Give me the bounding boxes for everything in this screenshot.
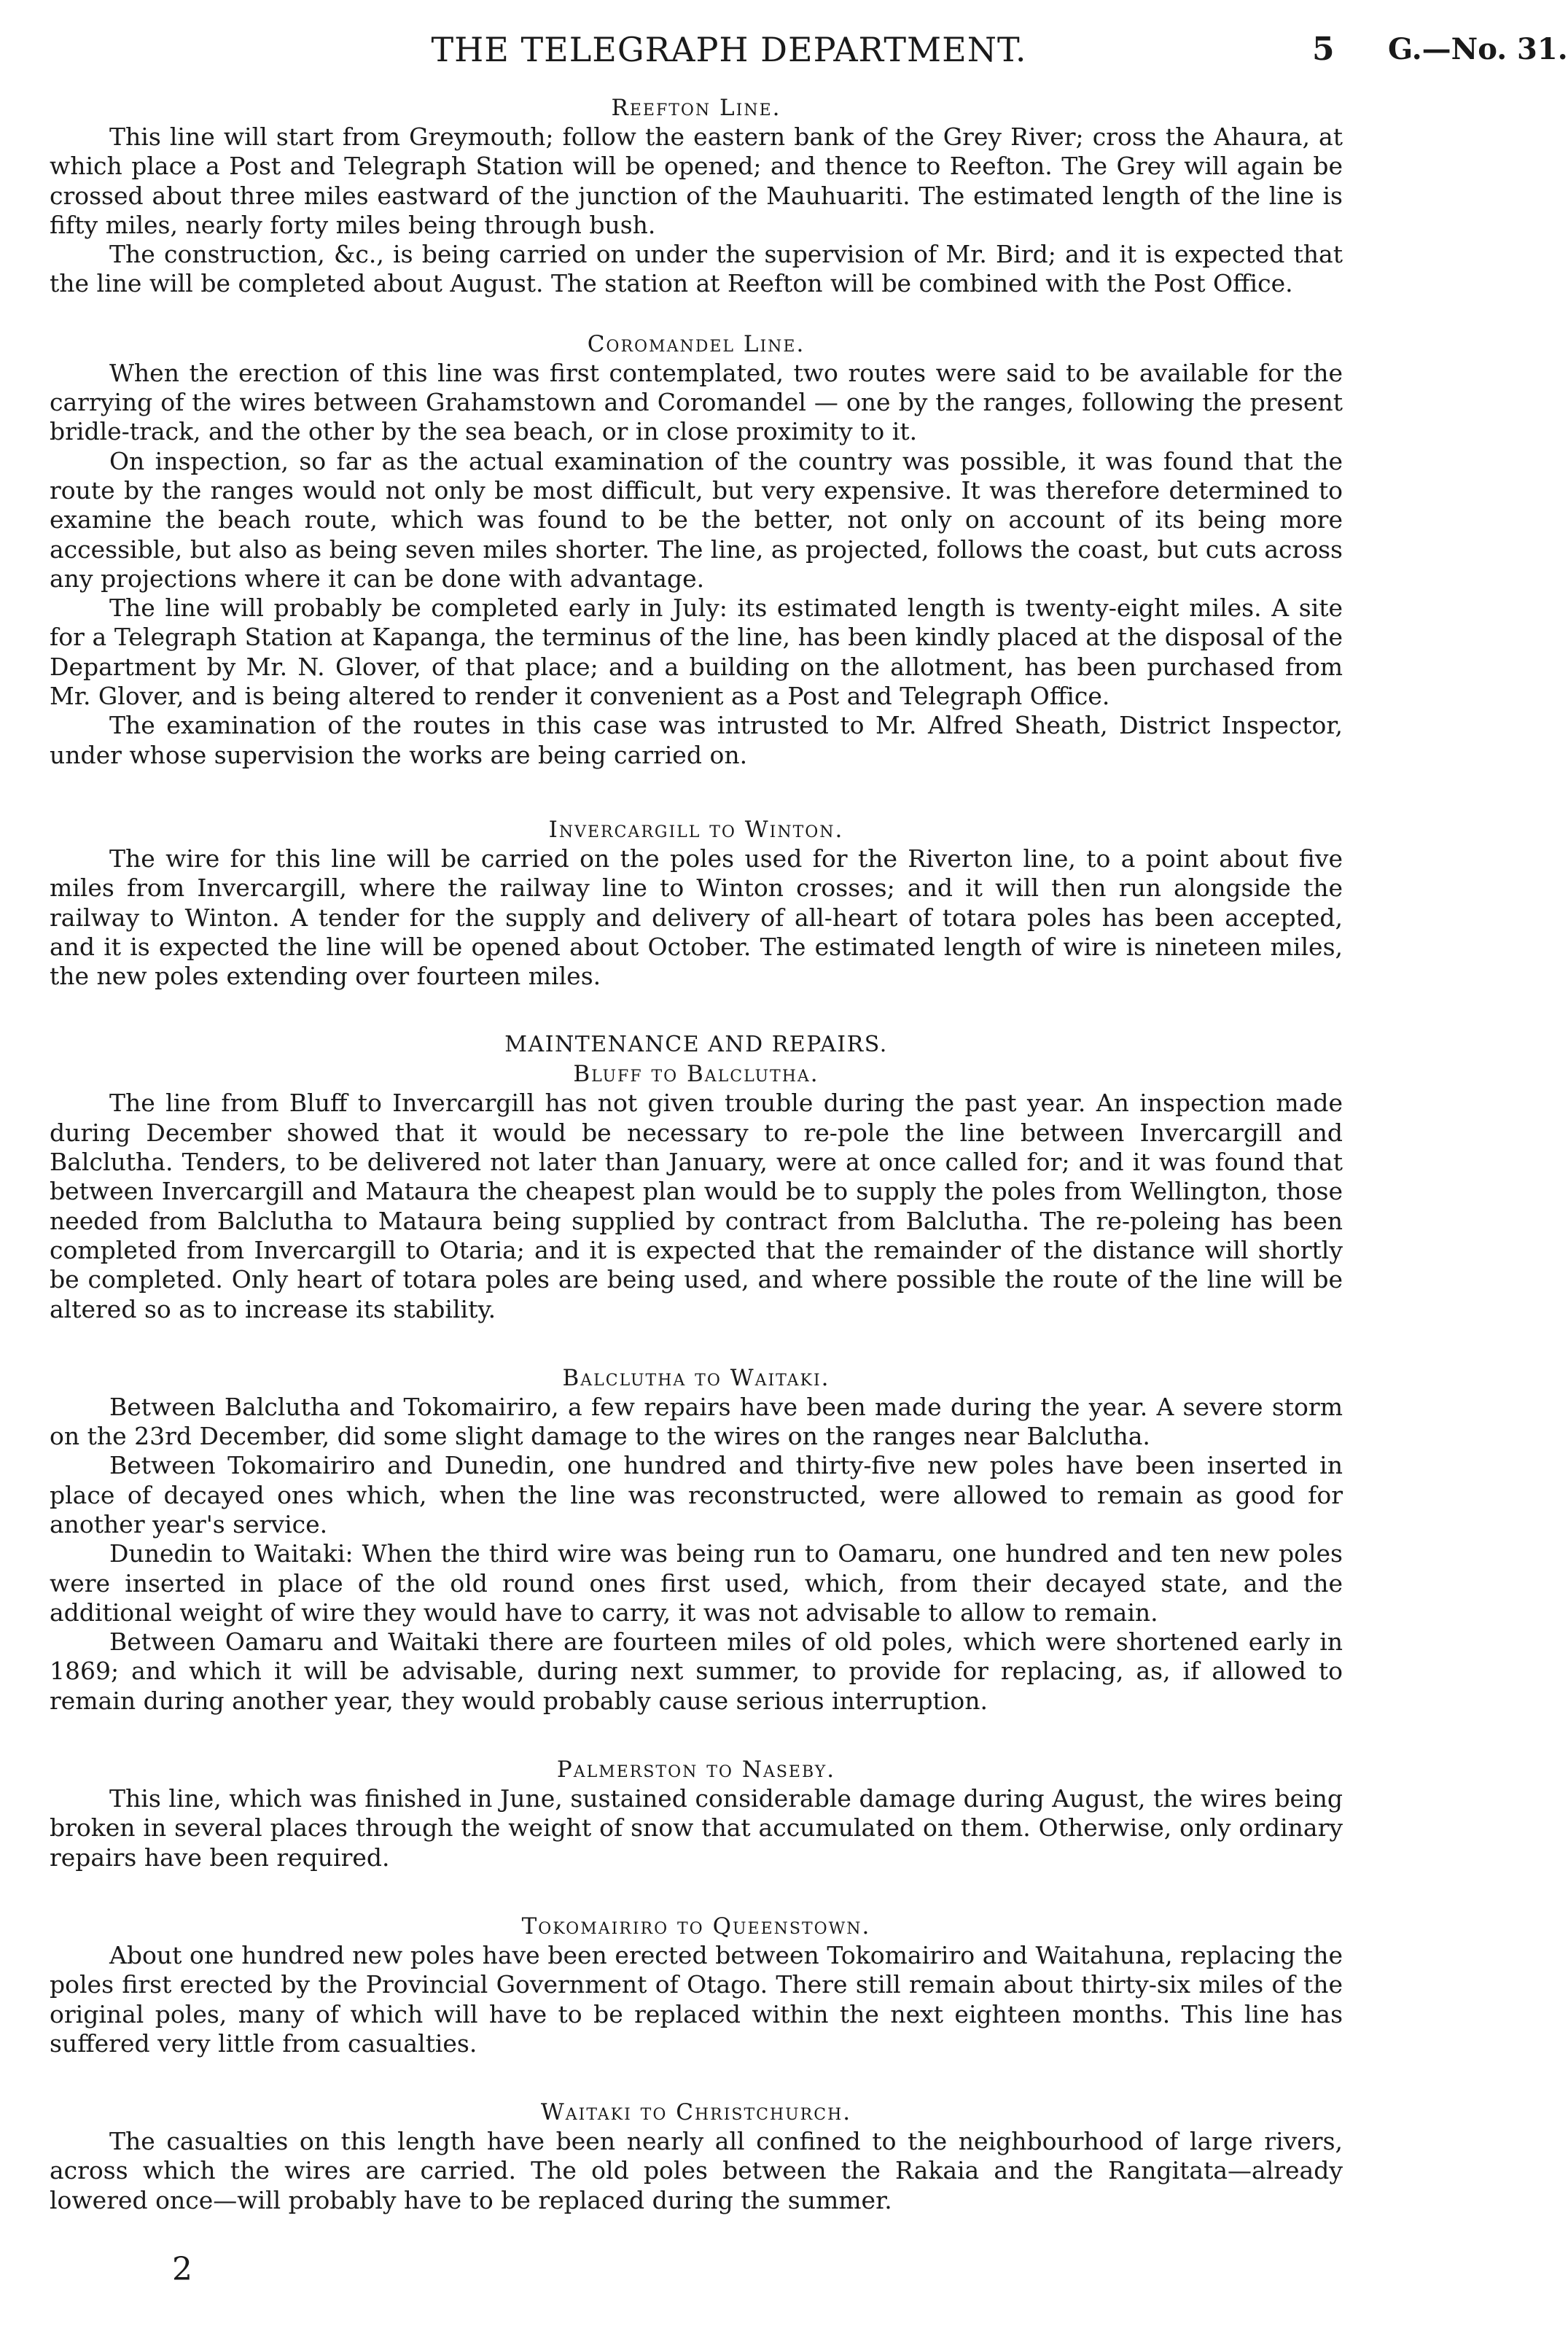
paragraph: Dunedin to Waitaki: When the third wire was being run to Oamaru, one hundred and ten new poles were inserted in place of the old round ones first used, which, from their decayed state, and the additional weight of wire they would have to carry, it was not advisable to allow to remain. xyxy=(50,1539,1343,1627)
paragraph: Between Oamaru and Waitaki there are fourteen miles of old poles, which were shortened early in 1869; and which it will be advisable, during next summer, to provide for replacing, as, if allowed to remain during another year, they would probably cause serious interruption. xyxy=(50,1627,1343,1715)
page-body xyxy=(50,93,1343,2215)
running-header-title: THE TELEGRAPH DEPARTMENT. xyxy=(431,30,1027,69)
paragraph: On inspection, so far as the actual examination of the country was possible, it was found that the route by the ranges would not only be most difficult, but very expensive. It was therefore determined to examine the beach route, which was found to be the better, not only on account of its being more accessible, but also as being seven miles shorter. The line, as projected, follows the coast, but cuts across any projections where it can be done with advantage. xyxy=(50,446,1343,593)
paragraph: When the erection of this line was first contemplated, two routes were said to be available for the carrying of the wires between Grahamstown and Coromandel — one by the ranges, following the present bridle-track, and the other by the sea beach, or in close proximity to it. xyxy=(50,358,1343,446)
section-title-reefton-line: Reefton Line. xyxy=(611,95,781,121)
paragraph: About one hundred new poles have been erected between Tokomairiro and Waitahuna, replacing the poles first erected by the Provincial Government of Otago. There still remain about thirty-six miles of the original poles, many of which will have to be replaced within the next eighteen months. This line has suffered very little from casualties. xyxy=(50,1940,1343,2058)
paragraph: The construction, &c., is being carried on under the supervision of Mr. Bird; and it is expected that the line will be completed about August. The station at Reefton will be combined with the Post Office. xyxy=(50,240,1343,298)
paragraph: The examination of the routes in this case was intrusted to Mr. Alfred Sheath, District Inspector, under whose supervision the works are being carried on. xyxy=(50,711,1343,769)
paragraph: The casualties on this length have been nearly all confined to the neighbourhood of large rivers, across which the wires are carried. The old poles between the Rakaia and the Rangitata—already lowered once—will probably have to be replaced during the summer. xyxy=(50,2127,1343,2214)
section-title-tokomairiro-to-queenstown: Tokomairiro to Queenstown. xyxy=(521,1913,871,1940)
main-heading-maintenance-and-repairs: MAINTENANCE AND REPAIRS. xyxy=(504,1032,888,1058)
section-title-waitaki-to-christchurch: Waitaki to Christchurch. xyxy=(540,2099,852,2126)
paragraph: The line will probably be completed early in July: its estimated length is twenty-eight miles. A site for a Telegraph Station at Kapanga, the terminus of the line, has been kindly placed at the disposal of the Department by Mr. N. Glover, of that place; and a building on the allotment, has been purchased from Mr. Glover, and is being altered to render it convenient as a Post and Telegraph Office. xyxy=(50,594,1343,711)
document-reference: G.—No. 31. xyxy=(1388,32,1568,66)
paragraph: This line, which was finished in June, sustained considerable damage during August, the wires being broken in several places through the weight of snow that accumulated on them. Otherwise, only ordinary repairs have been required. xyxy=(50,1784,1343,1872)
page-number: 5 xyxy=(1312,31,1335,68)
paragraph: Between Tokomairiro and Dunedin, one hundred and thirty-five new poles have been inserted in place of decayed ones which, when the line was reconstructed, were allowed to remain as good for another year's service. xyxy=(50,1451,1343,1539)
section-title-balclutha-to-waitaki: Balclutha to Waitaki. xyxy=(562,1364,830,1391)
section-title-coromandel-line: Coromandel Line. xyxy=(587,330,806,357)
paragraph: The line from Bluff to Invercargill has not given trouble during the past year. An inspection made during December showed that it would be necessary to re-pole the line between Invercargill and Balclutha. Tenders, to be delivered not later than January, were at once called for; and it was found that between Invercargill and Mataura the cheapest plan would be to supply the poles from Wellington, those needed from Balclutha to Mataura being supplied by contract from Balclutha. The re-poleing has been completed from Invercargill to Otaria; and it is expected that the remainder of the distance will shortly be completed. Only heart of totara poles are being used, and where possible the route of the line will be altered so as to increase its stability. xyxy=(50,1089,1343,1323)
paragraph: This line will start from Greymouth; follow the eastern bank of the Grey River; cross the Ahaura, at which place a Post and Telegraph Station will be opened; and thence to Reefton. The Grey will again be crossed about three miles eastward of the junction of the Mauhuariti. The estimated length of the line is fifty miles, nearly forty miles being through bush. xyxy=(50,122,1343,239)
section-title-palmerston-to-naseby: Palmerston to Naseby. xyxy=(556,1757,836,1783)
section-title-bluff-to-balclutha: Bluff to Balclutha. xyxy=(573,1061,819,1088)
paragraph: The wire for this line will be carried on the poles used for the Riverton line, to a point about five miles from Invercargill, where the railway line to Winton crosses; and it will then run alongside the railway to Winton. A tender for the supply and delivery of all-heart of totara poles has been accepted, and it is expected the line will be opened about October. The estimated length of wire is nineteen miles, the new poles extending over fourteen miles. xyxy=(50,844,1343,991)
section-title-invercargill-to-winton: Invercargill to Winton. xyxy=(548,816,844,843)
paragraph: Between Balclutha and Tokomairiro, a few repairs have been made during the year. A severe storm on the 23rd December, did some slight damage to the wires on the ranges near Balclutha. xyxy=(50,1392,1343,1451)
signature-mark: 2 xyxy=(172,2251,192,2288)
